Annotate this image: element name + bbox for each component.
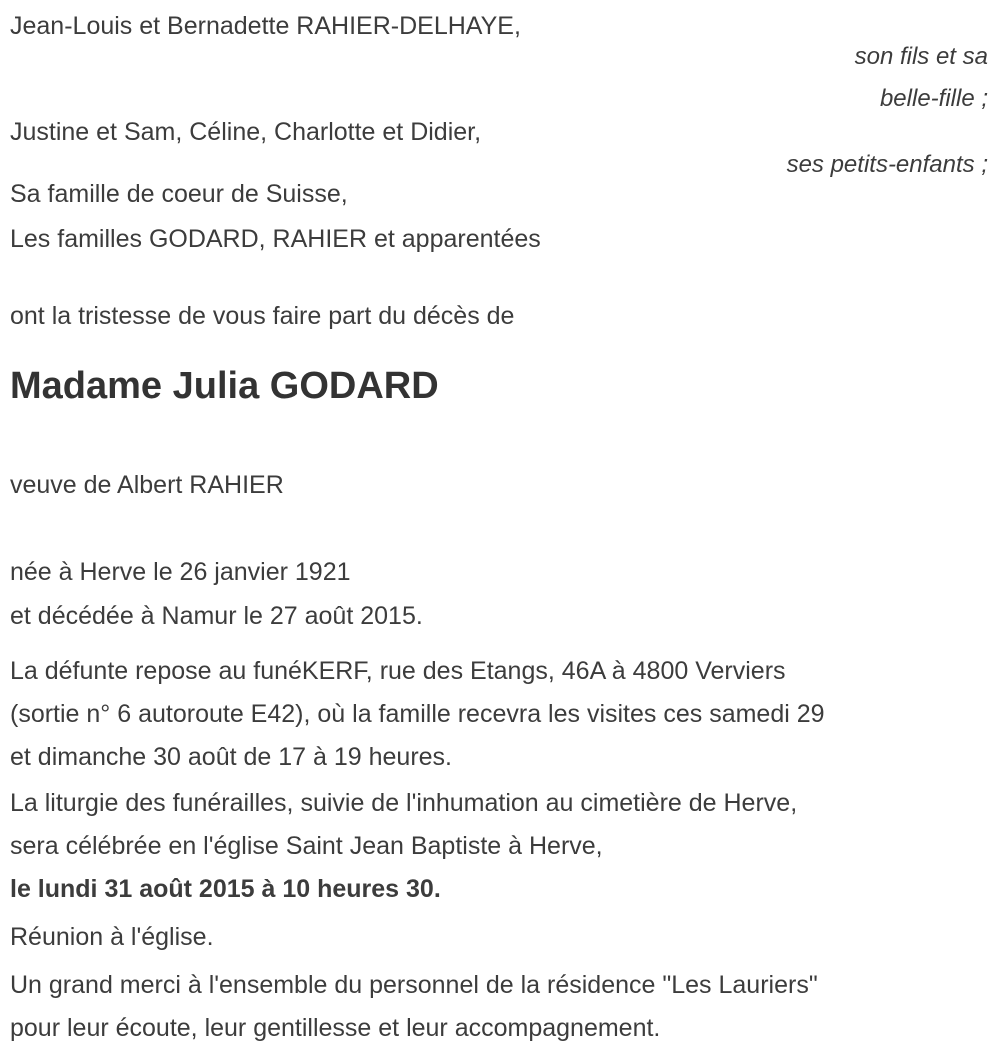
repose-line: et dimanche 30 août de 17 à 19 heures. <box>10 743 452 771</box>
thanks-line: pour leur écoute, leur gentillesse et leur accompagnement. <box>10 1014 661 1042</box>
relation-son-daughter-in-law: son fils et sa belle-fille ; <box>854 43 988 112</box>
birth-line: née à Herve le 26 janvier 1921 <box>10 558 351 586</box>
family-line-related-families: Les familles GODARD, RAHIER et apparentées <box>10 225 541 253</box>
liturgy-paragraph <box>10 782 988 868</box>
widow-line: veuve de Albert RAHIER <box>10 471 284 499</box>
meeting-line: Réunion à l'église. <box>10 923 214 951</box>
repose-line: La défunte repose au funéKERF, rue des Etangs, 46A à 4800 Verviers <box>10 657 786 685</box>
thanks-line: Un grand merci à l'ensemble du personnel de la résidence "Les Lauriers" <box>10 971 818 999</box>
liturgy-line: sera célébrée en l'église Saint Jean Baptiste à Herve, <box>10 832 603 860</box>
deceased-name: Madame Julia GODARD <box>10 365 439 407</box>
family-line-grandchildren: Justine et Sam, Céline, Charlotte et Didier, <box>10 118 482 146</box>
repose-line: (sortie n° 6 autoroute E42), où la famille recevra les visites ces samedi 29 <box>10 700 825 728</box>
family-line-son: Jean-Louis et Bernadette RAHIER-DELHAYE, <box>10 12 521 40</box>
family-line-swiss-family: Sa famille de coeur de Suisse, <box>10 180 348 208</box>
thanks-paragraph <box>10 964 988 1050</box>
liturgy-line: La liturgie des funérailles, suivie de l'inhumation au cimetière de Herve, <box>10 789 798 817</box>
ceremony-datetime: le lundi 31 août 2015 à 10 heures 30. <box>10 875 441 903</box>
death-line: et décédée à Namur le 27 août 2015. <box>10 602 423 630</box>
repose-paragraph <box>10 650 988 779</box>
announcement-intro: ont la tristesse de vous faire part du décès de <box>10 302 515 330</box>
family-section <box>10 6 988 259</box>
relation-grandchildren: ses petits-enfants ; <box>786 151 988 178</box>
